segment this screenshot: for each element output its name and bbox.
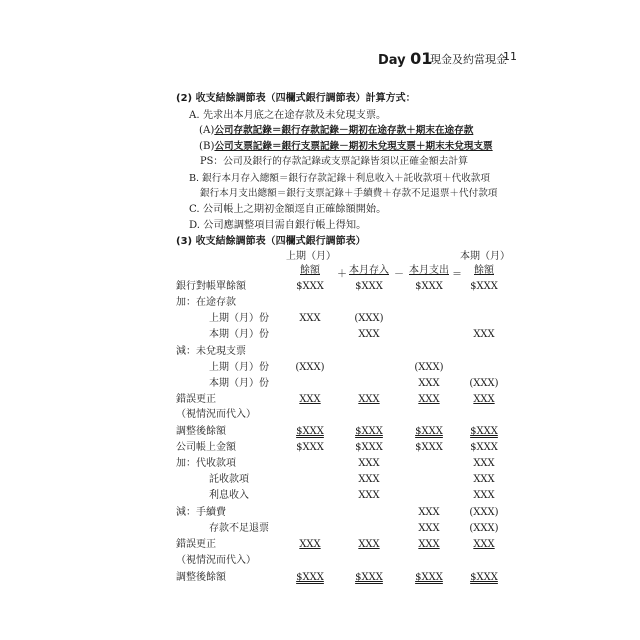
row-value: $XXX [415,426,443,437]
row-value: $XXX [355,281,383,292]
row-value: (XXX) [295,362,325,373]
row-value: $XXX [355,572,383,583]
day-number: 01 [410,49,433,68]
row-value: XXX [418,507,440,518]
row-value: XXX [473,394,495,405]
row-value: $XXX [296,426,324,437]
formula-b-text: 公司支票記錄＝銀行支票記錄－期初未兌現支票＋期末未兌現支票 [214,141,493,152]
row-value: XXX [358,458,380,469]
formula-b [199,140,493,154]
row-value: XXX [358,490,380,501]
row-label: 減：未兌現支票 [176,346,246,357]
row-value: XXX [299,313,321,324]
col-header-deposit: 本月存入 [349,265,389,276]
row-value: XXX [473,539,495,550]
row-label: 錯誤更正 [176,394,216,405]
row-label: 減：手續費 [176,507,226,518]
method-heading: (2) 收支結餘調節表（四欄式銀行調節表）計算方式： [176,93,416,104]
row-label: 本期（月）份 [209,329,269,340]
chapter-label [378,49,432,68]
row-value: $XXX [415,442,443,453]
section-title: 現金及約當現金 [430,53,507,66]
row-value: $XXX [415,281,443,292]
row-value: $XXX [296,442,324,453]
row-value: $XXX [355,426,383,437]
formula-a-prefix: (A) [199,125,215,136]
row-value: (XXX) [354,313,384,324]
col-header-curr-top: 本期（月） [460,251,510,262]
row-value: $XXX [415,572,443,583]
row-label: （視情況而代入） [176,555,256,566]
row-value: XXX [418,378,440,389]
method-step-b-2: 銀行本月支出總額＝銀行支票記錄＋手續費＋存款不足退票＋代付款項 [200,188,498,199]
operator-plus: ＋ [337,269,347,280]
col-header-prev: 餘額 [300,265,320,276]
row-value: XXX [418,523,440,534]
day-label: Day [378,53,411,68]
row-value: XXX [358,474,380,485]
row-label: 上期（月）份 [209,362,269,373]
row-label: 加：在途存款 [176,297,236,308]
row-value: $XXX [296,572,324,583]
row-label: 上期（月）份 [209,313,269,324]
row-value: (XXX) [469,507,499,518]
col-header-curr: 餘額 [474,265,494,276]
row-value: XXX [418,539,440,550]
table-heading: (3) 收支結餘調節表（四欄式銀行調節表） [176,236,366,247]
operator-equals: ＝ [452,269,462,280]
row-value: XXX [358,329,380,340]
row-value: XXX [299,539,321,550]
row-label: 利息收入 [209,490,249,501]
formula-a [199,124,473,138]
method-step-d: D. 公司應調整項目需自銀行帳上得知。 [189,220,367,231]
row-value: $XXX [470,426,498,437]
method-step-b-1: B. 銀行本月存入總額＝銀行存款記錄＋利息收入＋託收款項＋代收款項 [189,173,490,184]
row-value: $XXX [355,442,383,453]
col-header-withdraw: 本月支出 [409,265,449,276]
row-label: 調整後餘額 [176,572,226,583]
row-value: $XXX [470,281,498,292]
row-value: XXX [358,539,380,550]
row-value: XXX [358,394,380,405]
row-label: （視情況而代入） [176,409,256,420]
row-value: XXX [418,394,440,405]
formula-a-text: 公司存款記錄＝銀行存款記錄－期初在途存款＋期末在途存款 [214,125,474,136]
row-label: 錯誤更正 [176,539,216,550]
row-label: 銀行對帳單餘額 [176,281,246,292]
row-label: 存款不足退票 [209,523,269,534]
row-label: 公司帳上金額 [176,442,236,453]
row-label: 加：代收款項 [176,458,236,469]
row-label: 調整後餘額 [176,426,226,437]
col-header-prev-top: 上期（月） [286,251,336,262]
row-value: XXX [473,458,495,469]
row-value: XXX [299,394,321,405]
row-label: 本期（月）份 [209,378,269,389]
row-label: 託收款項 [209,474,249,485]
method-step-c: C. 公司帳上之期初金額逕自正確餘額開始。 [189,204,387,215]
operator-minus: － [394,269,404,280]
row-value: (XXX) [414,362,444,373]
row-value: (XXX) [469,378,499,389]
method-ps-note: PS：公司及銀行的存款記錄或支票記錄皆須以正確金額去計算 [200,156,469,167]
row-value: XXX [473,329,495,340]
row-value: XXX [473,474,495,485]
row-value: $XXX [470,572,498,583]
row-value: $XXX [470,442,498,453]
formula-b-prefix: (B) [199,141,215,152]
page-number: 11 [503,50,517,63]
method-step-a: A. 先求出本月底之在途存款及未兌現支票。 [189,110,387,121]
row-value: XXX [473,490,495,501]
row-value: (XXX) [469,523,499,534]
row-value: $XXX [296,281,324,292]
